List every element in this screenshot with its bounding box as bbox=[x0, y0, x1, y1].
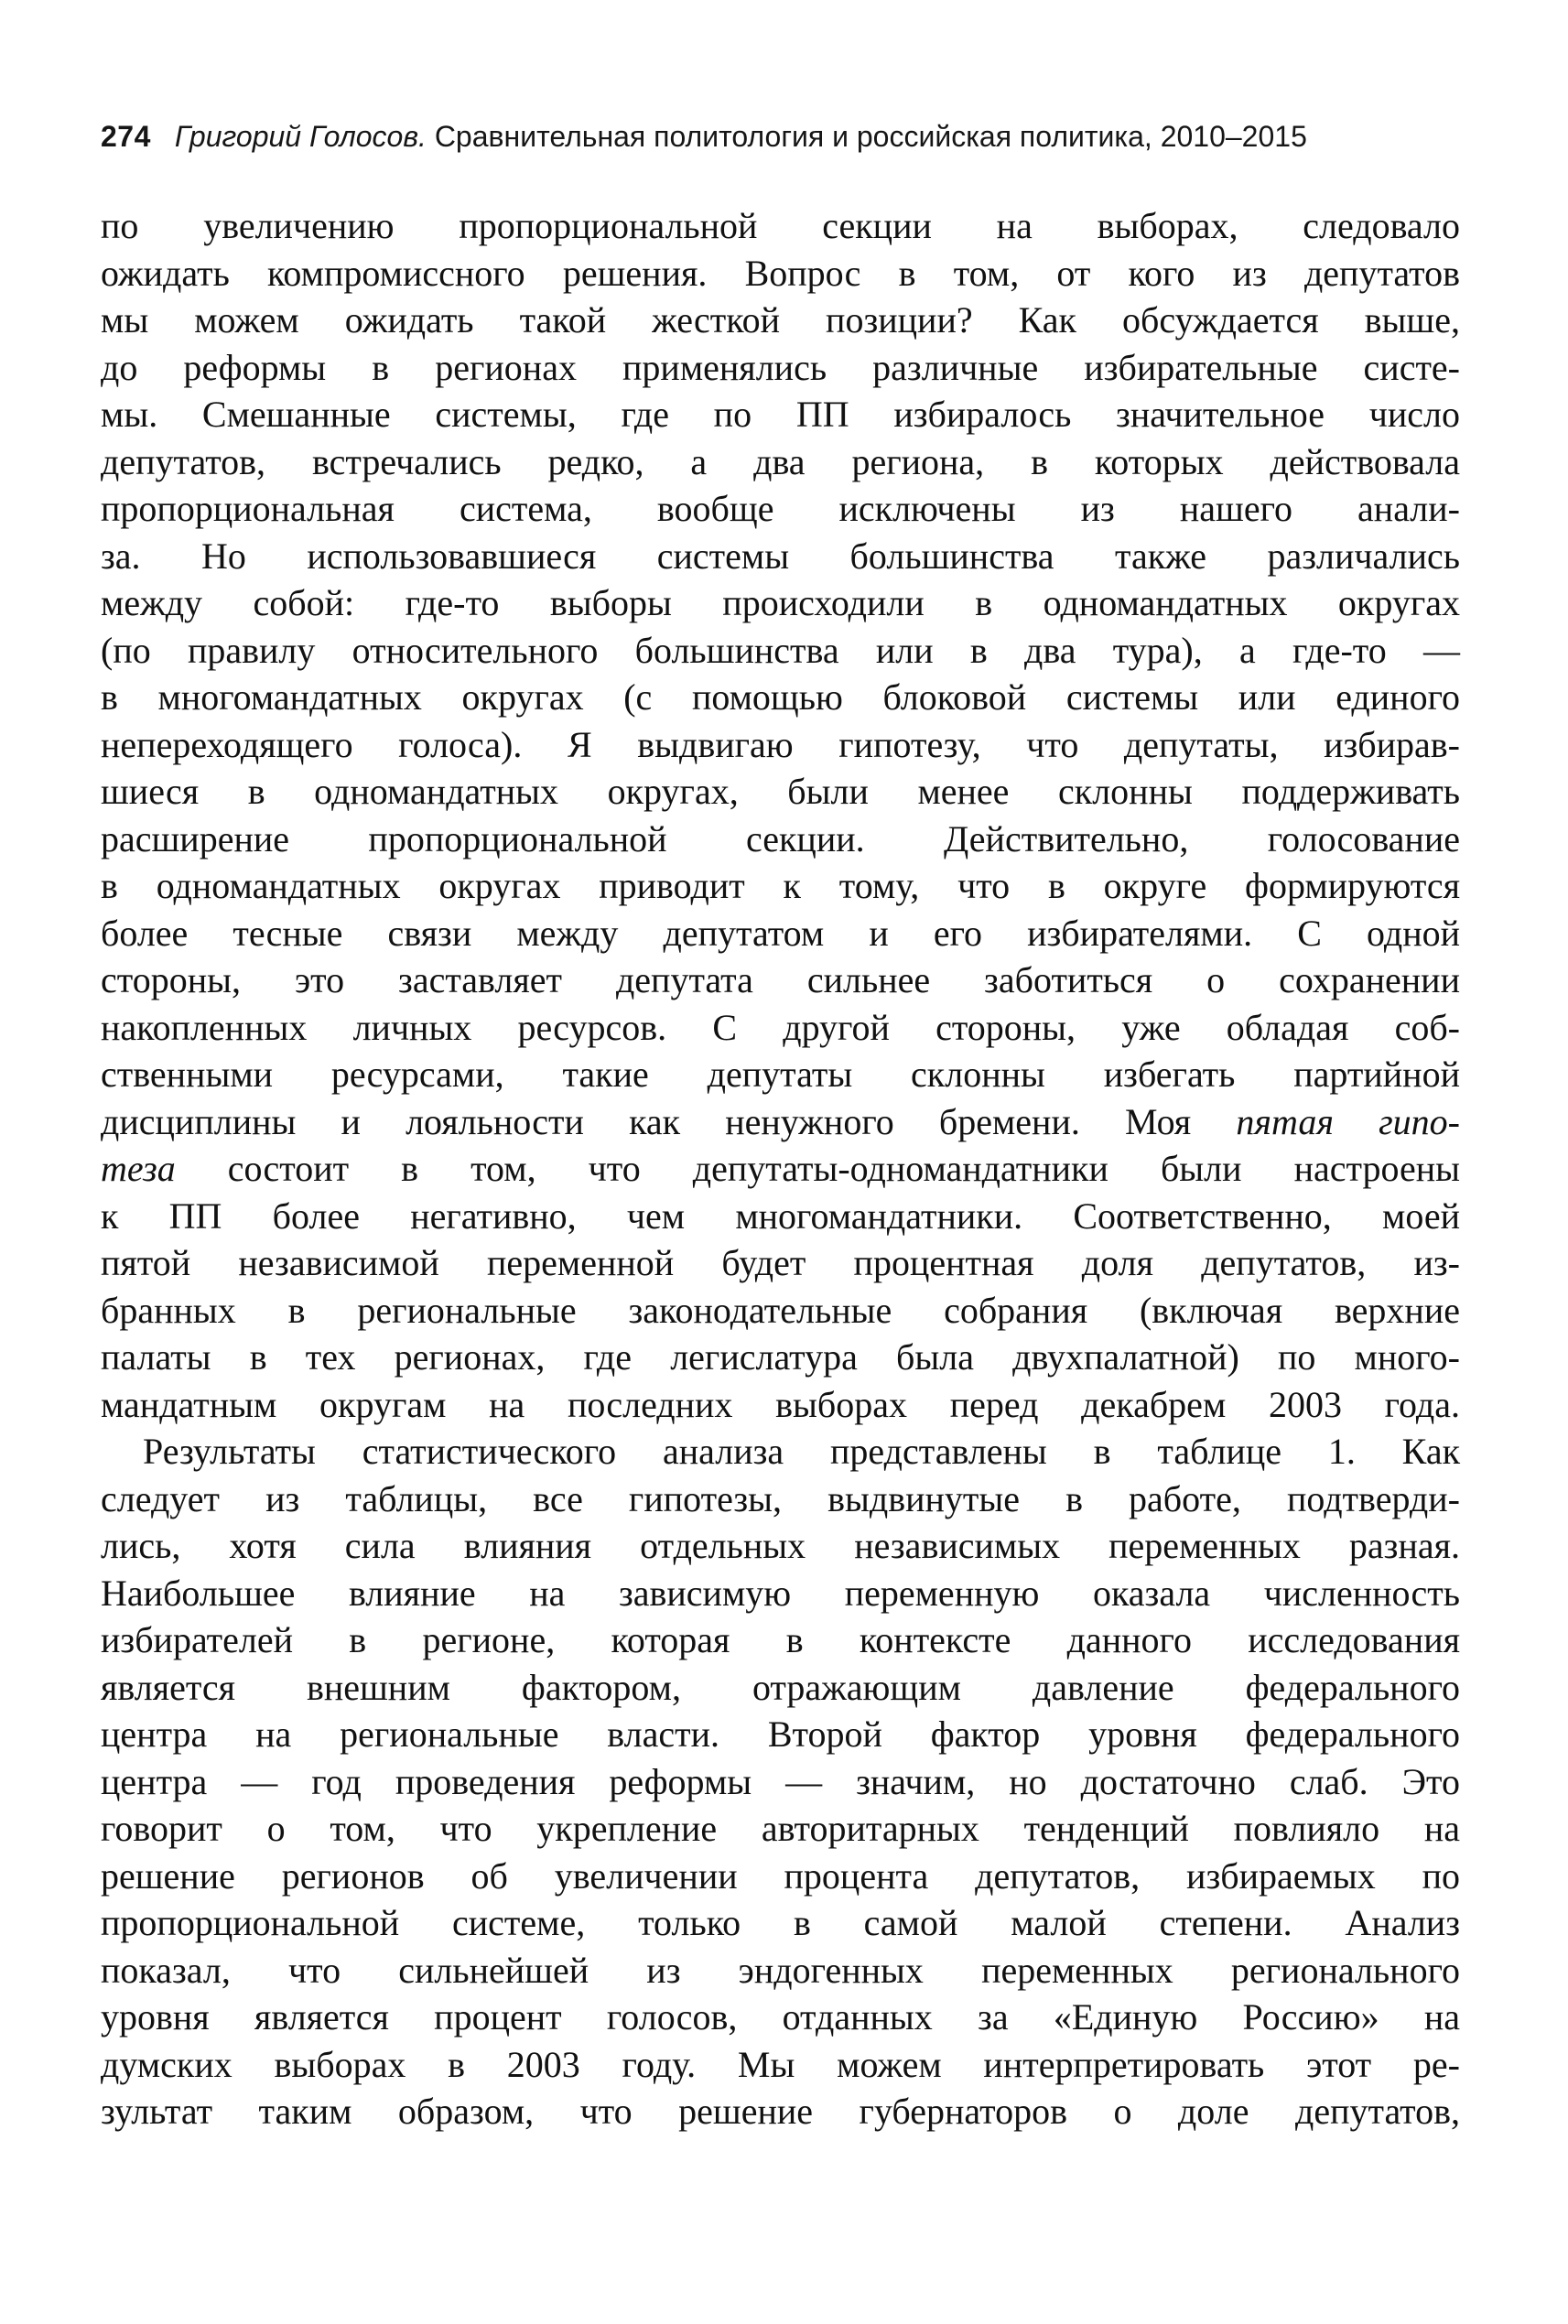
text-run: депутатов, встречались редко, а два региона, в которых действовала bbox=[101, 440, 1460, 482]
text-line bbox=[101, 627, 1460, 675]
text-run: говорит о том, что укрепление авторитарных тенденций повлияло на bbox=[101, 1808, 1460, 1849]
text-line bbox=[101, 721, 1460, 769]
text-line bbox=[101, 2041, 1460, 2089]
text-line bbox=[101, 202, 1460, 250]
text-line bbox=[101, 250, 1460, 297]
text-line bbox=[101, 1381, 1460, 1429]
text-run: шиеся в одномандатных округах, были менее склонны поддерживать bbox=[101, 771, 1460, 812]
text-line bbox=[101, 1098, 1460, 1146]
text-line bbox=[101, 344, 1460, 392]
text-run: в многомандатных округах (с помощью блоковой системы или единого bbox=[101, 676, 1460, 718]
page-number: 274 bbox=[101, 120, 151, 153]
text-run: состоит в том, что депутаты-одномандатники были настроены bbox=[175, 1148, 1460, 1189]
text-line bbox=[101, 438, 1460, 486]
text-run: Результаты статистического анализа представлены в таблице 1. Как bbox=[143, 1431, 1460, 1472]
text-run: накопленных личных ресурсов. С другой стороны, уже обладая соб- bbox=[101, 1006, 1460, 1048]
text-line bbox=[101, 2088, 1460, 2135]
text-run: к ПП более негативно, чем многомандатники. Соответственно, моей bbox=[101, 1194, 1460, 1237]
paragraph bbox=[101, 202, 1460, 1428]
text-line bbox=[101, 816, 1460, 863]
text-line bbox=[101, 1239, 1460, 1287]
text-run: пятой независимой переменной будет процентная доля депутатов, из- bbox=[101, 1242, 1460, 1283]
text-run: до реформы в регионах применялись различные избирательные систе- bbox=[101, 346, 1460, 388]
text-line bbox=[101, 391, 1460, 438]
text-run: теза bbox=[101, 1148, 176, 1189]
text-run: Наибольшее влияние на зависимую переменную оказала численность bbox=[101, 1572, 1460, 1614]
text-line bbox=[101, 1758, 1460, 1806]
text-line bbox=[101, 1947, 1460, 1994]
text-line bbox=[101, 1051, 1460, 1098]
text-run: центра — год проведения реформы — значим, но достаточно слаб. Это bbox=[101, 1760, 1460, 1802]
text-run: избирателей в регионе, которая в контексте данного исследования bbox=[101, 1619, 1460, 1660]
text-run: в одномандатных округах приводит к тому, что в округе формируются bbox=[101, 865, 1460, 906]
text-line bbox=[101, 1570, 1460, 1617]
text-run: мы можем ожидать такой жесткой позиции? Как обсуждается выше, bbox=[101, 299, 1460, 340]
text-line bbox=[101, 1428, 1460, 1475]
text-line bbox=[101, 579, 1460, 627]
text-line bbox=[101, 1805, 1460, 1853]
running-title bbox=[175, 119, 1307, 154]
text-line bbox=[101, 910, 1460, 957]
text-run: является внешним фактором, отражающим давление федерального bbox=[101, 1666, 1460, 1708]
text-run: расширение пропорциональной секции. Действительно, голосование bbox=[101, 817, 1460, 859]
text-line bbox=[101, 485, 1460, 533]
text-run: между собой: где-то выборы происходили в одномандатных округах bbox=[101, 582, 1460, 623]
text-line bbox=[101, 674, 1460, 721]
text-run: ственными ресурсами, такие депутаты склонны избегать партийной bbox=[101, 1054, 1460, 1095]
text-run: (по правилу относительного большинства или в два тура), а где-то — bbox=[101, 629, 1460, 671]
text-run: по увеличению пропорциональной секции на выборах, следовало bbox=[101, 205, 1460, 246]
running-title-author: Григорий Голосов. bbox=[174, 120, 427, 153]
text-line bbox=[101, 1004, 1460, 1052]
text-line bbox=[101, 1522, 1460, 1570]
text-run: мы. Смешанные системы, где по ПП избиралось значительное число bbox=[101, 394, 1460, 435]
text-line bbox=[101, 768, 1460, 816]
text-line bbox=[101, 1853, 1460, 1900]
text-run: зультат таким образом, что решение губернаторов о доле депутатов, bbox=[101, 2091, 1460, 2132]
text-line bbox=[101, 1193, 1460, 1240]
text-run: бранных в региональные законодательные собрания (включая верхние bbox=[101, 1289, 1460, 1331]
text-run: решение регионов об увеличении процента депутатов, избираемых по bbox=[101, 1854, 1460, 1897]
text-run: пропорциональной системе, только в самой малой степени. Анализ bbox=[101, 1902, 1460, 1943]
running-title-rest: Сравнительная политология и российская политика, 2010–2015 bbox=[426, 120, 1307, 153]
text-line bbox=[101, 297, 1460, 344]
text-run: мандатным округам на последних выборах перед декабрем 2003 года. bbox=[101, 1383, 1460, 1425]
text-line bbox=[101, 1334, 1460, 1381]
text-line bbox=[101, 533, 1460, 580]
text-run: более тесные связи между депутатом и его избирателями. С одной bbox=[101, 912, 1460, 954]
page-header bbox=[101, 119, 1460, 154]
text-run: уровня является процент голосов, отданных за «Единую Россию» на bbox=[101, 1996, 1460, 2038]
text-run: пятая гипо- bbox=[1236, 1100, 1460, 1142]
text-line bbox=[101, 1994, 1460, 2041]
text-line bbox=[101, 1475, 1460, 1523]
text-run: дисциплины и лояльности как ненужного бремени. Моя bbox=[101, 1100, 1237, 1142]
text-run: ожидать компромиссного решения. Вопрос в том, от кого из депутатов bbox=[101, 252, 1460, 294]
text-run: за. Но использовавшиеся системы большинства также различались bbox=[101, 535, 1460, 577]
text-line bbox=[101, 957, 1460, 1004]
paragraph bbox=[101, 1428, 1460, 2135]
text-run: центра на региональные власти. Второй фактор уровня федерального bbox=[101, 1713, 1460, 1755]
text-run: следует из таблицы, все гипотезы, выдвинутые в работе, подтверди- bbox=[101, 1477, 1460, 1519]
text-line bbox=[101, 1899, 1460, 1947]
text-run: непереходящего голоса). Я выдвигаю гипотезу, что депутаты, избирав- bbox=[101, 723, 1460, 765]
text-run: показал, что сильнейшей из эндогенных переменных регионального bbox=[101, 1949, 1460, 1991]
text-run: лись, хотя сила влияния отдельных независимых переменных разная. bbox=[101, 1525, 1460, 1566]
text-line bbox=[101, 1616, 1460, 1664]
text-line bbox=[101, 1664, 1460, 1712]
text-run: пропорциональная система, вообще исключены из нашего анали- bbox=[101, 488, 1460, 529]
body-text bbox=[101, 202, 1460, 2135]
text-line bbox=[101, 1145, 1460, 1193]
text-line bbox=[101, 1711, 1460, 1758]
text-line bbox=[101, 862, 1460, 910]
text-line bbox=[101, 1287, 1460, 1335]
text-run: думских выборах в 2003 году. Мы можем интерпретировать этот ре- bbox=[101, 2043, 1460, 2085]
text-run: палаты в тех регионах, где легислатура была двухпалатной) по много- bbox=[101, 1336, 1460, 1378]
text-run: стороны, это заставляет депутата сильнее заботиться о сохранении bbox=[101, 959, 1460, 1000]
